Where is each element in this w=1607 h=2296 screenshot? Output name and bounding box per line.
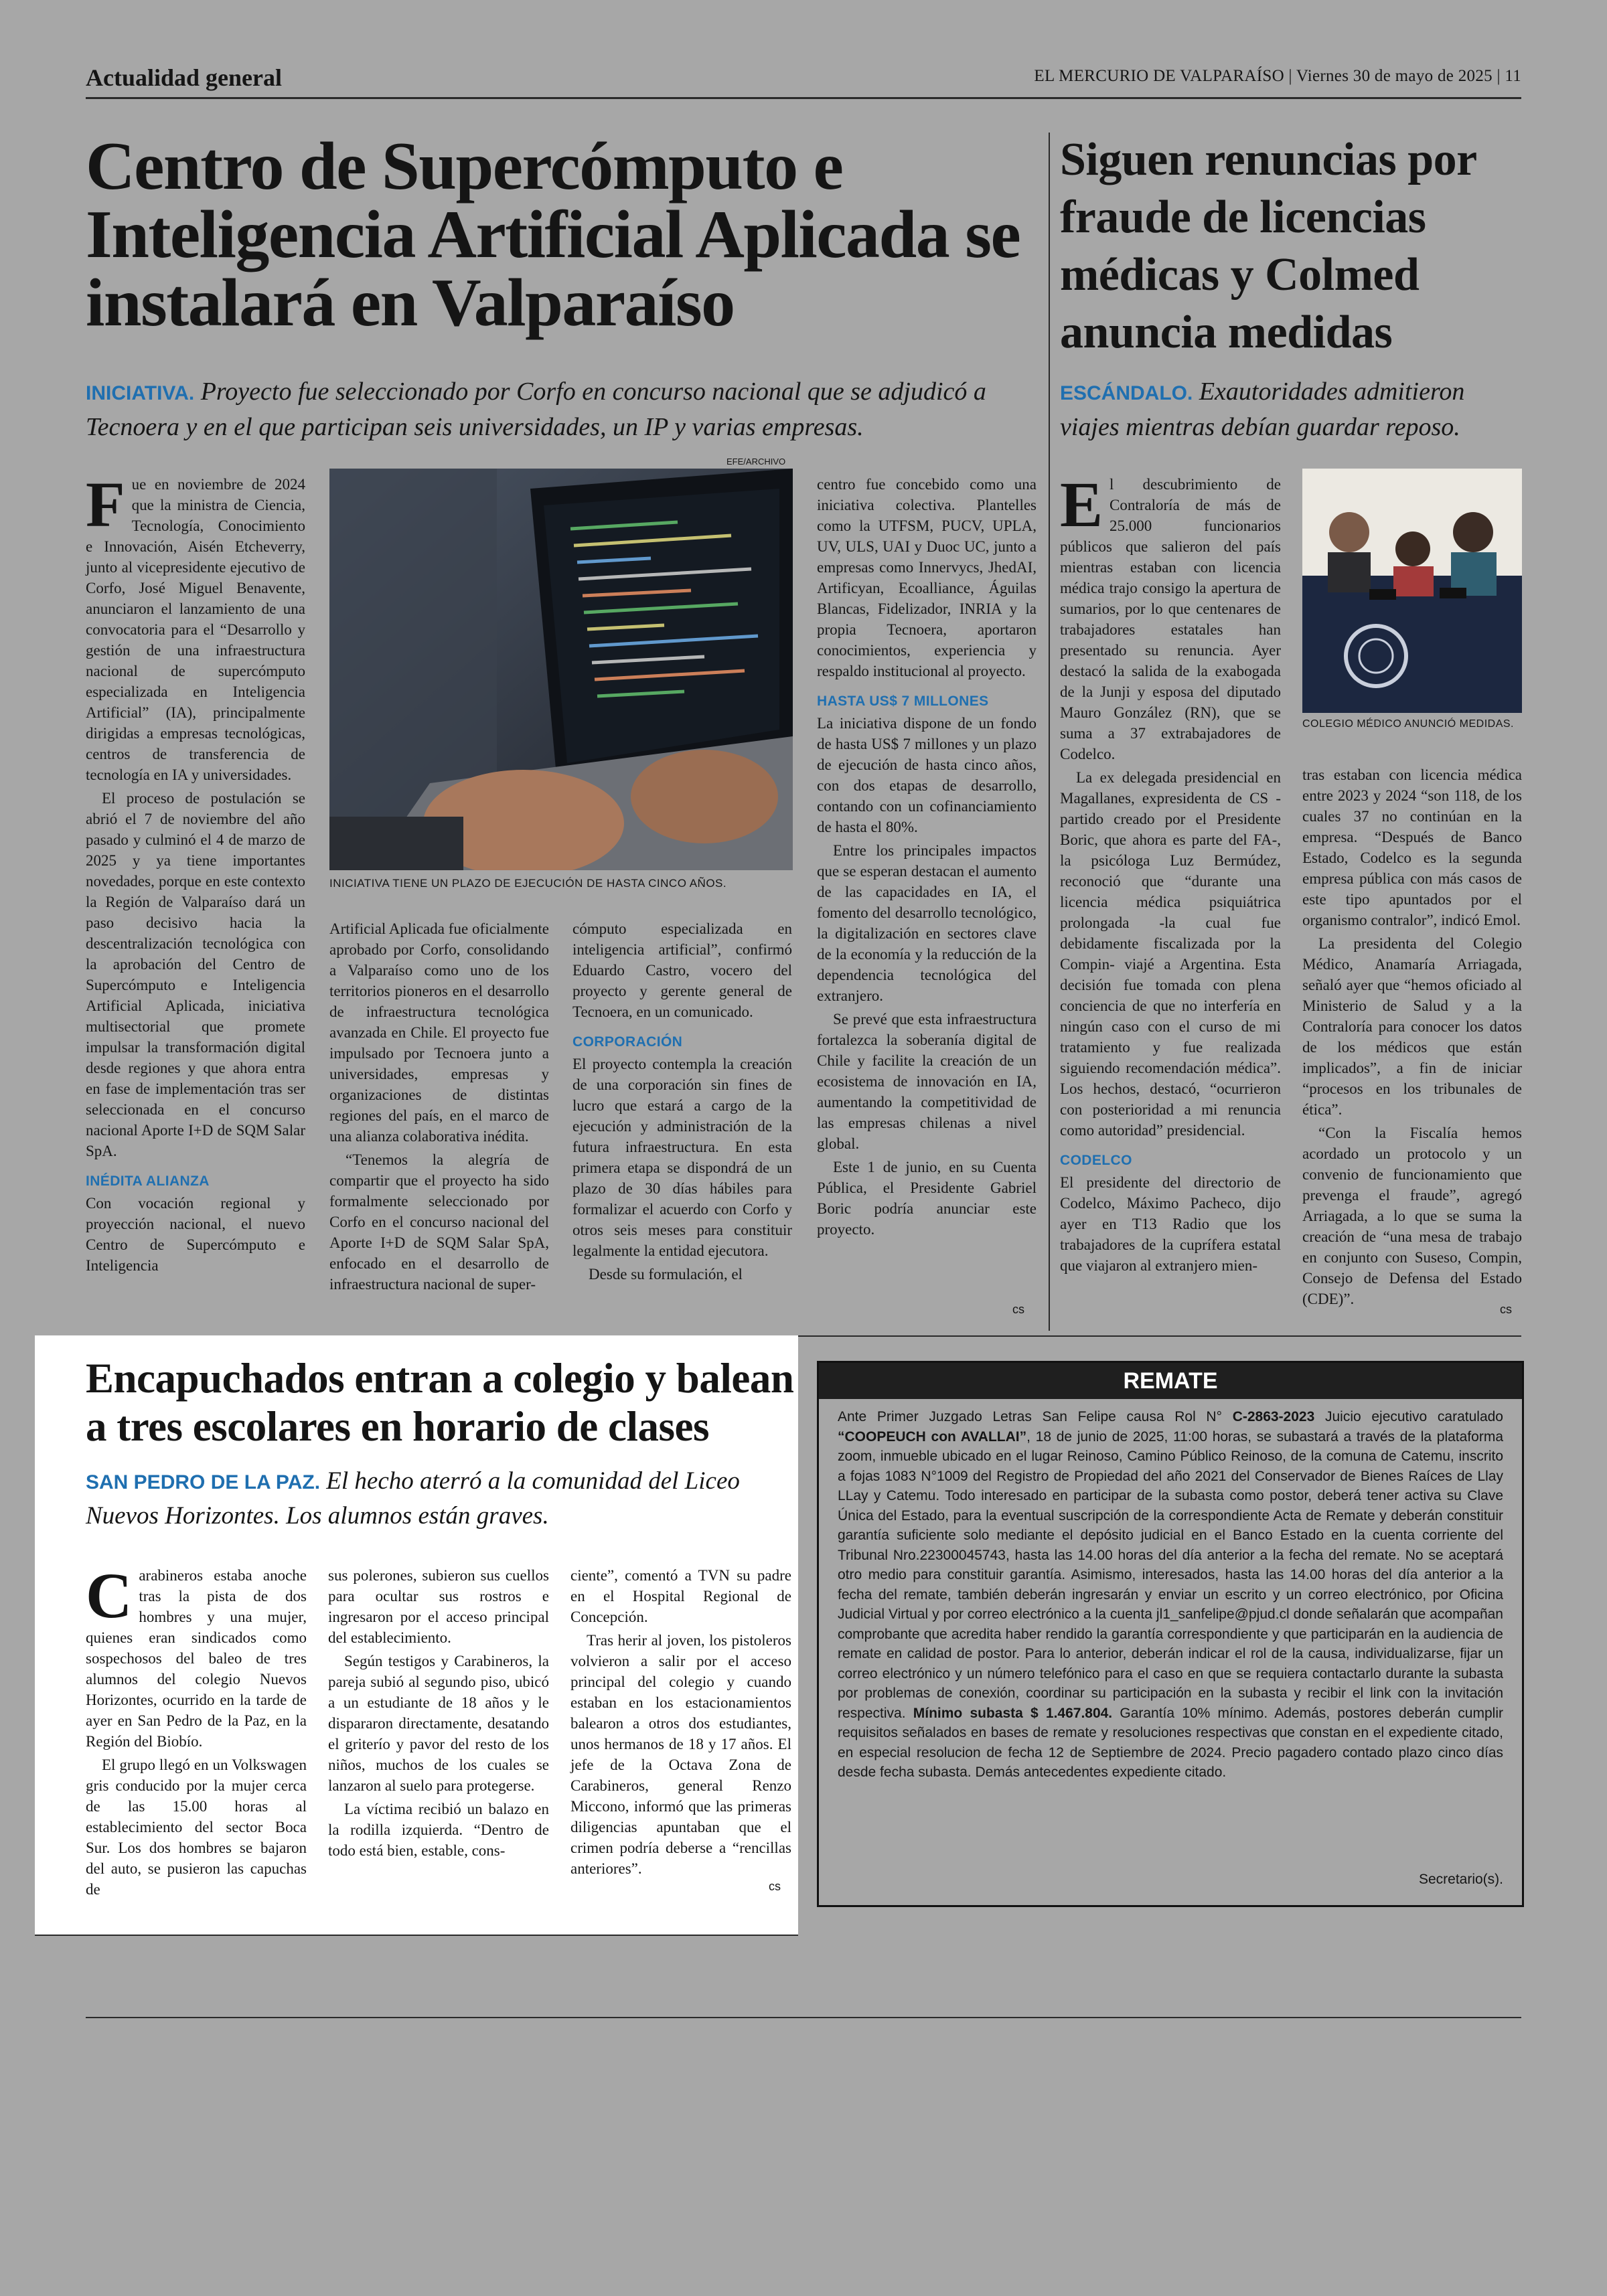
story3-paragraph: sus polerones, subieron sus cuellos para ocultar sus rostros e ingresaron por el acceso principal del establecimiento.	[328, 1567, 549, 1646]
story1-column-4	[817, 474, 1037, 1242]
story3-column-2	[328, 1565, 549, 1864]
story2-headline: Siguen renuncias por fraude de licencias médicas y Colmed anuncia medidas	[1060, 134, 1476, 358]
story1-subhead-millones: HASTA US$ 7 MILLONES	[817, 693, 989, 709]
story2-paragraph: El presidente del directorio de Codelco, Máximo Pacheco, dijo ayer en T13 Radio que los trabajadores de la cuprífera estatal que viajaron al extranjero mien-	[1060, 1174, 1281, 1274]
story1-paragraph: cómputo especializada en inteligencia artificial”, confirmó Eduardo Castro, vocero del proyecto y gerente general de Tecnoera, en un comunicado.	[572, 920, 792, 1020]
story3-paragraph: Tras herir al joven, los pistoleros volvieron a salir por el acceso principal del colegio y cuando estaban en los estacionamientos balearon a otros dos estudiantes, unos hermanos de 18 y 17 años. El jefe de la Octava Zona de Carabineros, general Renzo Miccono, informó que las primeras diligencias apuntaban que el crimen podría deberse a “rencillas anteriores”.	[570, 1632, 791, 1877]
story1-paragraph: “Tenemos la alegría de compartir que el proyecto ha sido formalmente seleccionado por Corfo en el concurso nacional del Aporte I+D de SQM Salar SpA, enfocado en el desarrollo de infraestructura nacional de super-	[329, 1151, 549, 1293]
story2-column-2	[1302, 764, 1522, 1312]
story2-paragraph: “Con la Fiscalía hemos acordado un protocolo y un convenio de funcionamiento que prevenga el fraude”, agregó Arriagada, a lo que se suma la creación de “una mesa de trabajo en conjunto con Suseso, Compin, Consejo de Defensa del Estado (CDE)”.	[1302, 1125, 1522, 1307]
remate-caratula: “COOPEUCH con AVALLAI”	[838, 1428, 1027, 1445]
story2-subhead-codelco: CODELCO	[1060, 1153, 1132, 1168]
remate-text: Garantía 10% mínimo. Además, postores deberán cumplir requisitos señalados en bases de remate y resoluciones respectivas que constan en el expediente citado, en especial resolucion de fecha 12 de Septiembre de 2024. Precio pagadero contado plazo cinco días desde fecha subasta. Demás antecedentes expediente citado.	[838, 1705, 1503, 1780]
remate-text: Juicio ejecutivo caratulado	[1314, 1409, 1503, 1424]
story1-paragraph: centro fue concebido como una iniciativa colectiva. Plantelles como la UTFSM, PUCV, UPLA, UV, ULS, UAI y Duoc UC, junto a empresas como Innervycs, JhedAI, Artificyan, Ecoalliance, Águilas Blancas, Fidelizador, INRIA y la propia Tecnoera, aportaron conocimientos, experiencia y respaldo institucional al proyecto.	[817, 476, 1037, 679]
story1-paragraph: Con vocación regional y proyección nacional, el nuevo Centro de Supercómputo e Inteligencia	[86, 1195, 305, 1274]
section-rule	[798, 1335, 1521, 1337]
story1-paragraph: Desde su formulación, el	[589, 1266, 743, 1283]
story2-column-1	[1060, 469, 1281, 1279]
story3-column-1	[86, 1560, 307, 1902]
story1-paragraph: Se prevé que esta infraestructura fortalezca la soberanía digital de Chile y facilite la creación de un ecosistema de innovación en IA, aumentando la competitividad de las empresas chilenas a nivel global.	[817, 1011, 1037, 1152]
colmed-press-photo	[1302, 469, 1522, 713]
laptop-photo-graphic	[329, 469, 793, 870]
column-divider	[1049, 133, 1050, 1331]
story3-paragraph: Según testigos y Carabineros, la pareja subió al segundo piso, ubicó a un estudiante de 18 años y le dispararon directamente, desatando el griterío y pavor del resto de los niños, muchos de los cuales se lanzaron al suelo para protegerse.	[328, 1653, 549, 1794]
colmed-press-photo-graphic	[1302, 469, 1522, 713]
story3-paragraph: arabineros estaba anoche tras la pista de dos hombres y una mujer, quienes eran sindicados como sospechosos del baleo de tres alumnos del colegio Nuevos Horizontes, ocurrido en la tarde de ayer en San Pedro de la Paz, en la Región del Biobío.	[86, 1567, 307, 1750]
story3-kicker: SAN PEDRO DE LA PAZ.	[86, 1471, 321, 1493]
page-folio: EL MERCURIO DE VALPARAÍSO | Viernes 30 de mayo de 2025 | 11	[1034, 67, 1521, 85]
story1-paragraph: Artificial Aplicada fue oficialmente aprobado por Corfo, consolidando a Valparaíso como uno de los territorios pioneros en el desarrollo de infraestructura tecnológica avanzada en Chile. El proyecto fue impulsado por Tecnoera junto a universidades, empresas y organizaciones de distintas regiones del país, en el marco de una alianza colaborativa inédita.	[329, 920, 549, 1145]
end-mark-icon: cs	[769, 1880, 781, 1893]
story1-deck	[86, 375, 1043, 444]
story1-column-2	[329, 918, 549, 1297]
story1-photo-caption: INICIATIVA TIENE UN PLAZO DE EJECUCIÓN DE HASTA CINCO AÑOS.	[329, 877, 727, 890]
bottom-rule-left	[35, 1935, 798, 1936]
story1-paragraph: Entre los principales impactos que se esperan destacan el aumento de las capacidades en IA, el fomento del desarrollo tecnológico, la digitalización en sectores clave de la economía y la reducción de la dependencia tecnológica del extranjero.	[817, 842, 1037, 1004]
remate-rol: C-2863-2023	[1232, 1409, 1315, 1424]
story1-kicker: INICIATIVA.	[86, 382, 195, 404]
story1-column-3	[572, 918, 792, 1287]
story2-paragraph: tras estaban con licencia médica entre 2023 y 2024 “son 118, de los cuales 37 no continúan en la empresa. “Después de Banco Estado, Codelco es la segunda empresa pública con más casos de este tipo apuntados por el organismo contralor”, indicó Emol.	[1302, 766, 1522, 928]
remate-body	[819, 1399, 1522, 1783]
story2-deck-text: Exautoridades admitieron viajes mientras debían guardar reposo.	[1060, 378, 1465, 441]
story2-paragraph: La presidenta del Colegio Médico, Anamaría Arriagada, señaló ayer que “hemos oficiado al Ministerio de Salud y a la Contraloría para conocer los datos de los médicos que están implicados”, a fin de iniciar “procesos en los tribunales de ética”.	[1302, 935, 1522, 1118]
story3-deck-text: El hecho aterró a la comunidad del Liceo Nuevos Horizontes. Los alumnos están graves.	[86, 1467, 740, 1530]
story3-paragraph: El grupo llegó en un Volkswagen gris conducido por la mujer cerca de las 15.00 horas al establecimiento del sector Boca Sur. Los dos hombres se bajaron del auto, se pusieron las capuchas de	[86, 1756, 307, 1898]
story1-subhead-corporacion: CORPORACIÓN	[572, 1034, 683, 1050]
remate-minimo: Mínimo subasta $ 1.467.804.	[913, 1705, 1113, 1721]
story3-headline: Encapuchados entran a colegio y balean a tres escolares en horario de clases	[86, 1355, 794, 1450]
story2-kicker: ESCÁNDALO.	[1060, 382, 1193, 404]
story1-dropcap: F	[86, 469, 125, 540]
story1-headline: Centro de Supercómputo e Inteligencia Artificial Aplicada se instalará en Valparaíso	[86, 129, 1020, 341]
story1-paragraph: La iniciativa dispone de un fondo de hasta US$ 7 millones y un plazo de ejecución de hasta cinco años, con dos etapas de desarrollo, contando con un cofinanciamiento de hasta el 80%.	[817, 715, 1037, 835]
remate-title: REMATE	[819, 1363, 1522, 1399]
story2-paragraph: La ex delegada presidencial en Magallanes, expresidenta de CS -partido creado por el Presidente Boric, que ahora es parte del FA-, la psicóloga Luz Bermúdez, reconoció que “durante una licencia médica psiquiátrica prolongada -la cual fue debidamente fiscalizada por la Compin- viajé a Argentina. Esta decisión fue tomada con plena conciencia de que no interfería en ningún caso con el curso de mi tratamiento y fue realizada siguiendo recomendación médica”. Los hechos, destacó, “ocurrieron con posterioridad a mi renuncia como autoridad” presidencial.	[1060, 769, 1281, 1139]
story3-dropcap: C	[86, 1560, 133, 1631]
remate-text: , 18 de junio de 2025, 11:00 horas, se subastará a través de la plataforma zoom, inmueble ubicado en el lugar Reinoso, Camino Público Reinoso, de la comuna de Catemu, inscrito a fojas 1083 N°1009 del Registro de Propiedad del año 2021 del Conservador de Bienes Raíces de Llay LLay y Catemu. Todo interesado en participar de la subasta como postor, deberá tener activa su Clave Única del Estado, para la eventual suscripción de la correspondiente Acta de Remate y deberán constituir garantía suficiente solo mediante el depósito judicial en el Banco Estado en la cuenta corriente del Tribunal Nro.22300045743, hasta las 14.00 horas del día anterior a la fecha del remate. No se aceptará otro medio para constituir garantía. Asimismo, interesados, hasta las 14.00 horas del día anterior a la fecha del remate, también deberán ingresarán y enviar un escrito y un correo electrónico, por Oficina Judicial Virtual y por correo electrónico a la cuenta jl1_sanfelipe@pjud.cl donde señalarán que acompañan comprobante que acredita haber rendido la garantía correspondiente y que participarán en la audiencia de remate en calidad de postor. Para lo anterior, deberán indicar el rol de la causa, individualizarse, fijar un correo electrónico y un número telefónico para el caso en que se requiera contactarlo durante la subasta por problemas de conexión, coordinar su participación en la subasta y recibir el link con la invitación respectiva.	[838, 1428, 1503, 1721]
bottom-rule	[86, 2017, 1521, 2018]
header-rule	[86, 97, 1521, 99]
end-mark-icon: cs	[1012, 1303, 1024, 1316]
story2-deck	[1060, 375, 1529, 444]
story3-paragraph: ciente”, comentó a TVN su padre en el Hospital Regional de Concepción.	[570, 1567, 791, 1625]
story1-paragraph: Este 1 de junio, en su Cuenta Pública, el Presidente Gabriel Boric podría anunciar este proyecto.	[817, 1159, 1037, 1238]
story3-deck	[86, 1465, 795, 1533]
story2-photo-caption: COLEGIO MÉDICO ANUNCIÓ MEDIDAS.	[1302, 718, 1514, 730]
story2-paragraph: l descubrimiento de Contraloría de más de 25.000 funcionarios públicos que salieron del país mientras estaban con licencia médica trajo consigo la apertura de sumarios, por lo que centenares de trabajadores estatales han presentado su renuncia. Ayer destacó la salida de la exabogada de la Junji y esposa del diputado Mauro González (RN), que se suma a 37 extrabajadores de Codelco.	[1060, 476, 1281, 762]
story1-deck-text: Proyecto fue seleccionado por Corfo en concurso nacional que se adjudicó a Tecnoera y en el que participan seis universidades, un IP y varias empresas.	[86, 378, 986, 441]
story1-column-1	[86, 469, 305, 1279]
remate-signature: Secretario(s).	[1418, 1871, 1503, 1887]
remate-notice	[817, 1361, 1524, 1907]
story1-paragraph: El proceso de postulación se abrió el 7 de noviembre del año pasado y culminó el 4 de marzo de 2025 y ya tiene importantes novedades, porque en este contexto la Región de Valparaíso dará un paso decisivo hacia la descentralización tecnológica con la aprobación del Centro de Supercómputo e Inteligencia Artificial Aplicada, iniciativa multisectorial que promete impulsar la transformación digital desde regiones y que ahora entra en fase de implementación tras ser seleccionada en el concurso nacional Aporte I+D de SQM Salar SpA.	[86, 790, 305, 1159]
end-mark-icon: cs	[1500, 1303, 1512, 1316]
remate-text: Ante Primer Juzgado Letras San Felipe causa Rol N°	[838, 1409, 1233, 1424]
story1-paragraph: El proyecto contempla la creación de una corporación sin fines de lucro que estará a cargo de la ejecución y administración de la futura infraestructura. En esta primera etapa se dispondrá de un plazo de 30 días hábiles para formalizar el acuerdo con Corfo y otros seis meses para constituir legalmente la entidad ejecutora.	[572, 1056, 792, 1259]
story1-paragraph: ue en noviembre de 2024 que la ministra de Ciencia, Tecnología, Conocimiento e Innovación, Aisén Etcheverry, junto al vicepresidente ejecutivo de Corfo, José Miguel Benavente, anunciaron el lanzamiento de una convocatoria para el “Desarrollo y gestión de una infraestructura nacional de supercómputo especializada en Inteligencia Artificial” (IA), principalmente dirigidas a empresas tecnológicas, centros de transferencia de tecnología en IA y universidades.	[86, 476, 305, 783]
story1-subhead-alianza: INÉDITA ALIANZA	[86, 1173, 210, 1189]
section-title: Actualidad general	[86, 64, 282, 91]
story3-column-3	[570, 1565, 791, 1882]
story1-photo-credit: EFE/ARCHIVO	[726, 457, 786, 467]
story2-dropcap: E	[1060, 469, 1103, 540]
story3-paragraph: La víctima recibió un balazo en la rodilla izquierda. “Dentro de todo está bien, estable, cons-	[328, 1801, 549, 1859]
laptop-photo	[329, 469, 793, 870]
